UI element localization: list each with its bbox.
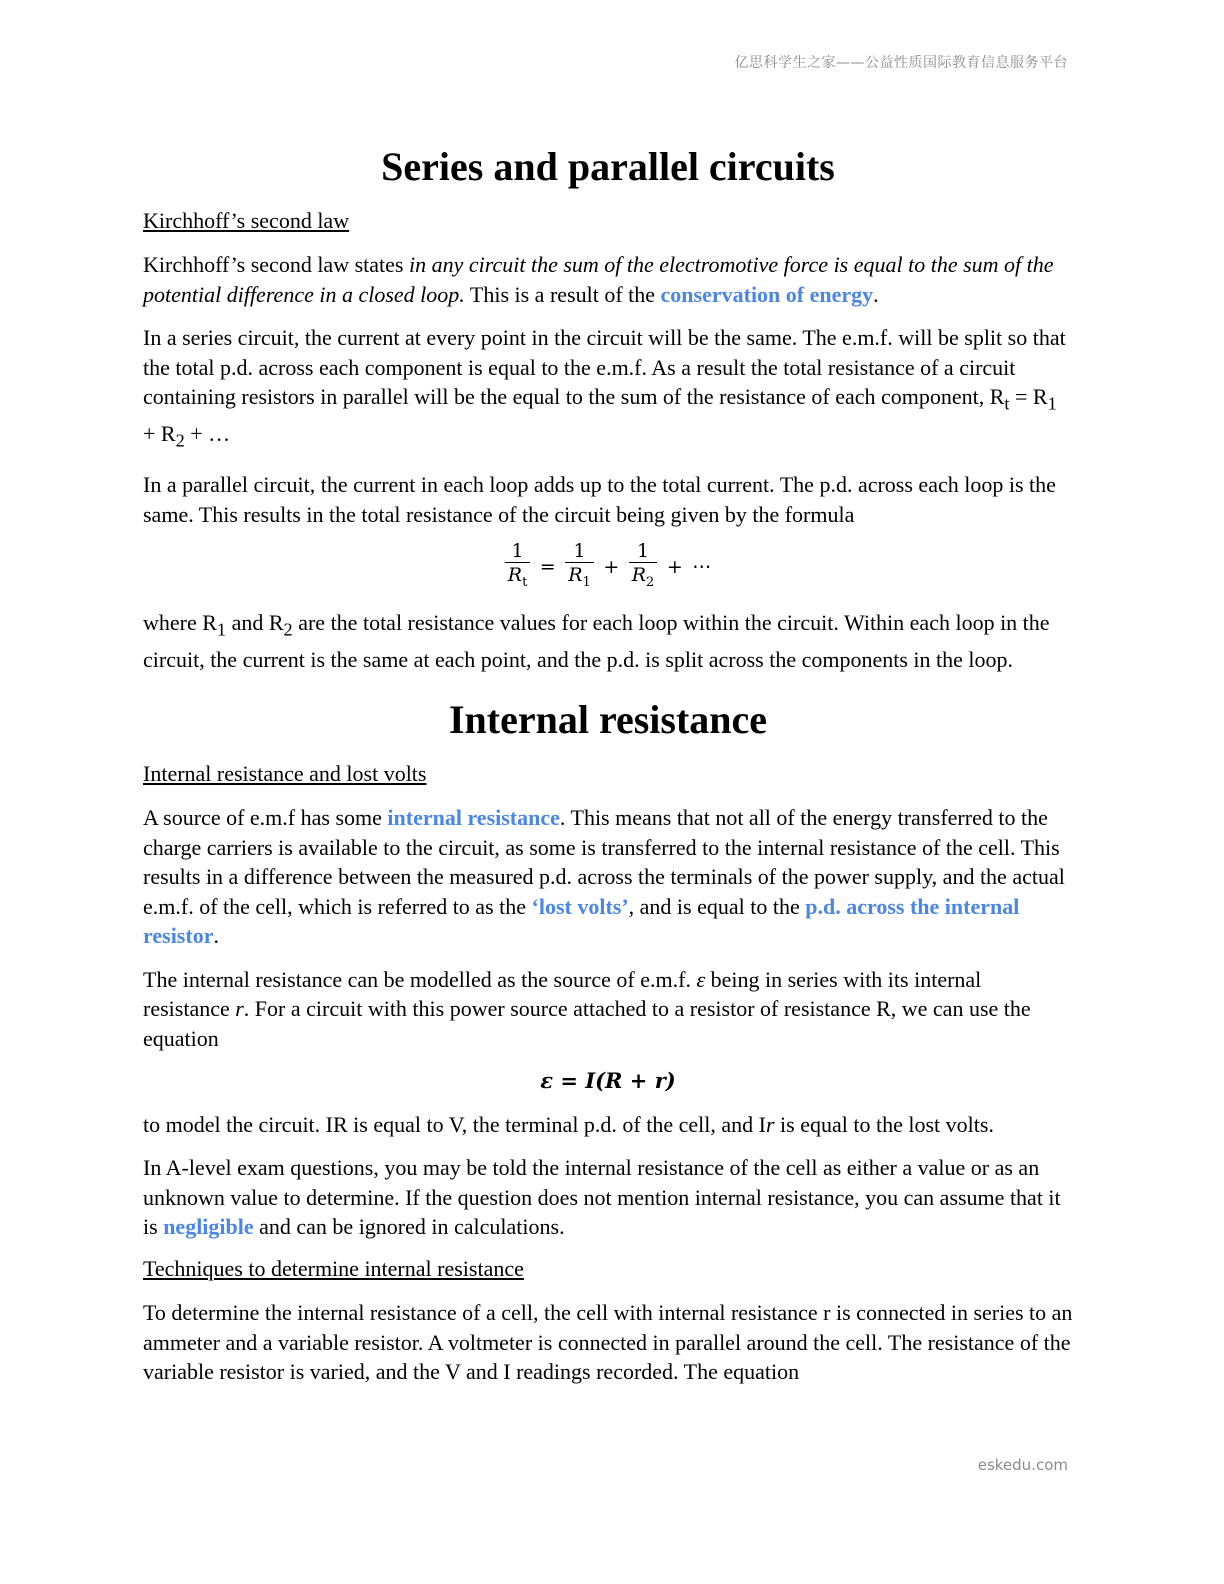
paragraph-kirchhoff-law: Kirchhoff’s second law states in any circuit the sum of the electromotive force is equal to the sum of the potential difference in a closed loop. This is a result of the conservation of energy. [143,252,1054,307]
subheading-lost-volts: Internal resistance and lost volts [143,760,427,786]
paragraph-model-circuit: to model the circuit. IR is equal to V, the terminal p.d. of the cell, and Ir is equal to the lost volts. [143,1111,994,1137]
highlight-internal-resistance: internal resistance [387,804,560,830]
page-footer: eskedu.com [977,1456,1068,1474]
paragraph-internal-resistance: A source of e.m.f has some internal resistance. This means that not all of the energy transferred to the charge carriers is available to the circuit, as some is transferred to the internal resistance of the cell. This results in a difference between the measured p.d. across the terminals of the power supply, and the actual e.m.f. of the cell, which is referred to as the ‘lost volts’, and is equal to the p.d. across the internal resistor. [143,804,1065,949]
highlight-conservation-of-energy: conservation of energy [660,281,874,307]
paragraph-series-circuit: In a series circuit, the current at every point in the circuit will be the same. The e.m.f. will be split so that the total p.d. across each component is equal to the e.m.f. As a result the total resistance of a circuit containing resistors in parallel will be the equal to the sum of the resistance of each component, $R_t = R_1 + R_2$ + … [143,325,1066,451]
paragraph-techniques: To determine the internal resistance of a cell, the cell with internal resistance r is connected in series to an ammeter and a variable resistor. A voltmeter is connected in parallel around the cell. The resistance of the variable resistor is varied, and the V and I readings recorded. The equation [143,1300,1073,1385]
formula-parallel-resistance: $\frac{1}{R_t}$ = $\frac{1}{R_1}$ + $\frac{1}{R_2}$ + ⋯ [143,540,1073,595]
fraction-1-over-rt: $\frac{1}{R_t}$ [505,540,531,595]
paragraph-parallel-circuit: In a parallel circuit, the current in each loop adds up to the total current. The p.d. across each loop is the same. This results in the total resistance of the circuit being given by the formula [143,472,1056,527]
page-header: 亿思科学生之家——公益性质国际教育信息服务平台 [734,55,1068,71]
highlight-negligible: negligible [163,1214,254,1240]
fraction-1-over-r2: $\frac{1}{R_2}$ [629,540,658,595]
section-title-series-parallel: Series and parallel circuits [381,144,835,189]
subheading-kirchhoff: Kirchhoff’s second law [143,208,350,233]
paragraph-exam-questions: In A-level exam questions, you may be told the internal resistance of the cell as either a value or as an unknown value to determine. If the question does not mention internal resistance, you can assume that it is negligible and can be ignored in calculations. [143,1155,1061,1240]
paragraph-modelling: The internal resistance can be modelled as the source of e.m.f. ε being in series with its internal resistance r. For a circuit with this power source attached to a resistor of resistance R, we can use the equation [143,966,1031,1052]
document-body [143,140,1073,1387]
highlight-pd-internal-resistor: p.d. across the internal resistor [143,893,1020,949]
equation-emf: ε = I(R + r) [540,1067,676,1093]
subheading-techniques: Techniques to determine internal resistance [143,1256,524,1282]
highlight-lost-volts: ‘lost volts’ [531,893,629,919]
section-title-internal-resistance: Internal resistance [448,696,768,742]
fraction-1-over-r1: $\frac{1}{R_1}$ [565,540,594,595]
paragraph-formula-explanation: where $R_1$ and $R_2$ are the total resistance values for each loop within the circuit. Within each loop in the circuit, the current is the same at each point, and the p.d. is split across the components in the loop. [143,610,1050,673]
